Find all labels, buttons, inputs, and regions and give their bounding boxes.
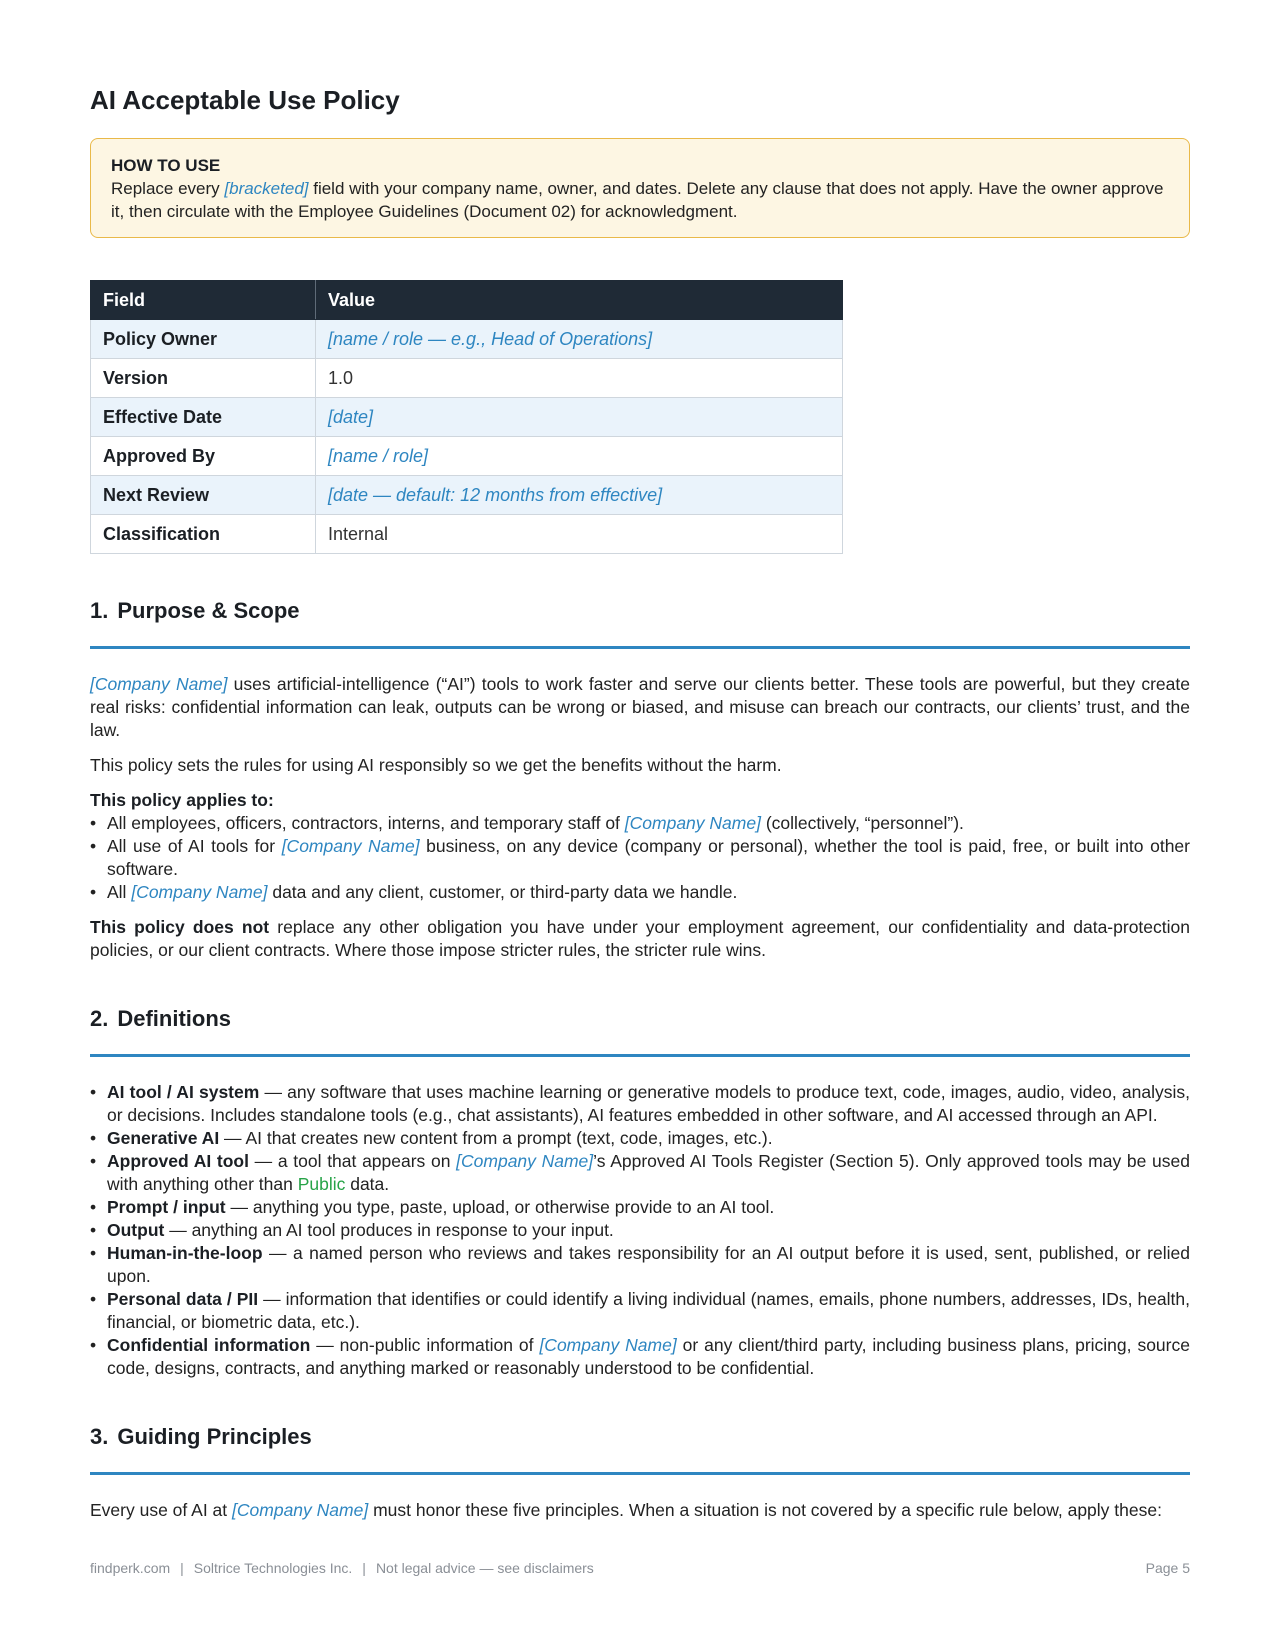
table-row: [91, 359, 843, 398]
paragraph-text: replace any other obligation you have under your employment agreement, our confidentiality and data-protection policies, or our client contracts. Where those impose stricter rules, the stricter rule wins.: [90, 917, 1190, 960]
paragraph: [90, 1499, 1190, 1522]
section-definitions: [90, 1006, 1190, 1380]
definition-text: — information that identifies or could identify a living individual (names, emails, phone numbers, addresses, IDs, health, financial, or biometric data, etc.).: [107, 1289, 1191, 1332]
public-label: Public: [297, 1174, 346, 1194]
definition-text: — any software that uses machine learning or generative models to produce text, code, images, audio, video, analysis, or decisions. Includes standalone tools (e.g., chat assistants), AI features embedded in other software, and AI accessed through an API.: [107, 1082, 1190, 1125]
list-text: business, on any device (company or personal), whether the tool is paid, free, or built into other software.: [107, 836, 1190, 879]
paragraph: This policy sets the rules for using AI responsibly so we get the benefits without the harm.: [90, 755, 782, 775]
definition-term: Prompt / input: [107, 1197, 226, 1217]
definition-term: Personal data / PII: [107, 1289, 259, 1309]
definition-text: — AI that creates new content from a prompt (text, code, images, etc.).: [219, 1128, 773, 1148]
footer-company: Soltrice Technologies Inc.: [193, 1560, 353, 1576]
list-text: All employees, officers, contractors, interns, and temporary staff of: [107, 813, 625, 833]
footer-site: findperk.com: [90, 1560, 171, 1576]
field-cell: Policy Owner: [91, 320, 316, 359]
paragraph-text: uses artificial-intelligence (“AI”) tools to work faster and serve our clients better. These tools are powerful, but they create real risks: confidential information can leak, outputs can be wrong or biased, and misuse can breach our contracts, our clients’ trust, and the law.: [90, 674, 1190, 740]
definition-item: [90, 1127, 1190, 1150]
value-cell: [date — default: 12 months from effective]: [316, 476, 843, 515]
company-placeholder: [Company Name]: [456, 1151, 594, 1171]
table-row: [91, 476, 843, 515]
table-header-row: [91, 281, 843, 320]
callout-text: [111, 177, 1169, 223]
definition-item: [90, 1196, 1190, 1219]
table-row: [91, 320, 843, 359]
field-cell: Approved By: [91, 437, 316, 476]
company-placeholder: [Company Name]: [232, 1500, 369, 1520]
value-cell: 1.0: [316, 359, 843, 398]
callout-text-part: field with your company name, owner, and dates. Delete any clause that does not apply. Have the owner approve it, then circulate with the Employee Guidelines (Document 02) for acknowledgment.: [111, 179, 1164, 221]
footer-note: Not legal advice — see disclaimers: [375, 1560, 594, 1576]
definition-text: — a named person who reviews and takes responsibility for an AI output before it is used, sent, published, or relied upon.: [107, 1243, 1190, 1286]
field-cell: Classification: [91, 515, 316, 554]
applies-heading: [90, 789, 1190, 812]
definition-item: [90, 1242, 1190, 1288]
definition-term: Human-in-the-loop: [107, 1243, 263, 1263]
definition-text: or any client/third party, including business plans, pricing, source code, designs, contracts, and anything marked or reasonably understood to be confidential.: [107, 1335, 1190, 1378]
table-row: [91, 515, 843, 554]
section-title: Purpose & Scope: [117, 598, 300, 623]
definition-item: [90, 1288, 1190, 1334]
bracketed-placeholder: [bracketed]: [224, 179, 309, 198]
definition-text: data.: [345, 1174, 390, 1194]
section-guiding-principles: [90, 1424, 1190, 1522]
callout-text-part: Replace every: [111, 179, 225, 198]
paragraph: [90, 673, 1190, 742]
definition-text: — a tool that appears on: [248, 1151, 457, 1171]
company-placeholder: [Company Name]: [539, 1335, 677, 1355]
paragraph: [90, 916, 1190, 962]
definition-term: Confidential information: [107, 1335, 311, 1355]
section-heading: [90, 598, 1190, 649]
definition-text: — anything an AI tool produces in response to your input.: [164, 1220, 614, 1240]
column-header-field: Field: [91, 281, 316, 320]
page-number: Page 5: [1145, 1560, 1190, 1576]
document-page: [90, 78, 1190, 1522]
footer-separator: |: [362, 1560, 366, 1576]
definition-text: — anything you type, paste, upload, or otherwise provide to an AI tool.: [225, 1197, 775, 1217]
definition-term: Output: [107, 1220, 165, 1240]
field-cell: Effective Date: [91, 398, 316, 437]
list-item: [90, 881, 1190, 904]
company-placeholder: [Company Name]: [281, 836, 420, 856]
table-row: [91, 437, 843, 476]
list-text: All: [107, 882, 132, 902]
table-row: [91, 398, 843, 437]
definition-text: ’s Approved AI Tools Register (Section 5). Only approved tools may be used with anything other than: [107, 1151, 1190, 1194]
section-title: Definitions: [117, 1006, 232, 1031]
paragraph-text: Every use of AI at: [90, 1500, 233, 1520]
column-header-value: Value: [316, 281, 843, 320]
list-text: (collectively, “personnel”).: [760, 813, 964, 833]
applies-heading-text: This policy applies to:: [90, 790, 274, 810]
callout-heading: HOW TO USE: [111, 156, 221, 175]
how-to-use-callout: [90, 138, 1190, 238]
section-number: 3.: [90, 1424, 109, 1449]
company-placeholder: [Company Name]: [90, 674, 228, 694]
footer-separator: |: [180, 1560, 184, 1576]
section-heading: [90, 1006, 1190, 1057]
scope-list: [90, 812, 1190, 904]
value-cell: Internal: [316, 515, 843, 554]
definition-item: [90, 1081, 1190, 1127]
list-item: [90, 812, 1190, 835]
definitions-list: [90, 1081, 1190, 1380]
definition-text: — non-public information of: [310, 1335, 540, 1355]
definition-term: Generative AI: [107, 1128, 220, 1148]
field-cell: Next Review: [91, 476, 316, 515]
definition-item: [90, 1334, 1190, 1380]
policy-meta-table: [90, 280, 843, 554]
page-title: AI Acceptable Use Policy: [90, 85, 400, 115]
list-item: [90, 835, 1190, 881]
bold-lead: This policy does not: [90, 917, 270, 937]
definition-term: Approved AI tool: [107, 1151, 249, 1171]
list-text: data and any client, customer, or third-party data we handle.: [267, 882, 738, 902]
paragraph-text: must honor these five principles. When a situation is not covered by a specific rule below, apply these:: [368, 1500, 1162, 1520]
section-title: Guiding Principles: [117, 1424, 312, 1449]
section-heading: [90, 1424, 1190, 1475]
company-placeholder: [Company Name]: [131, 882, 268, 902]
page-footer: [90, 1560, 1190, 1576]
value-cell: [name / role]: [316, 437, 843, 476]
value-cell: [date]: [316, 398, 843, 437]
value-cell: [name / role — e.g., Head of Operations]: [316, 320, 843, 359]
section-number: 2.: [90, 1006, 109, 1031]
definition-item: [90, 1219, 1190, 1242]
list-text: All use of AI tools for: [107, 836, 282, 856]
definition-item: [90, 1150, 1190, 1196]
field-cell: Version: [91, 359, 316, 398]
section-number: 1.: [90, 598, 109, 623]
definition-term: AI tool / AI system: [107, 1082, 260, 1102]
company-placeholder: [Company Name]: [624, 813, 761, 833]
section-purpose-scope: [90, 598, 1190, 962]
